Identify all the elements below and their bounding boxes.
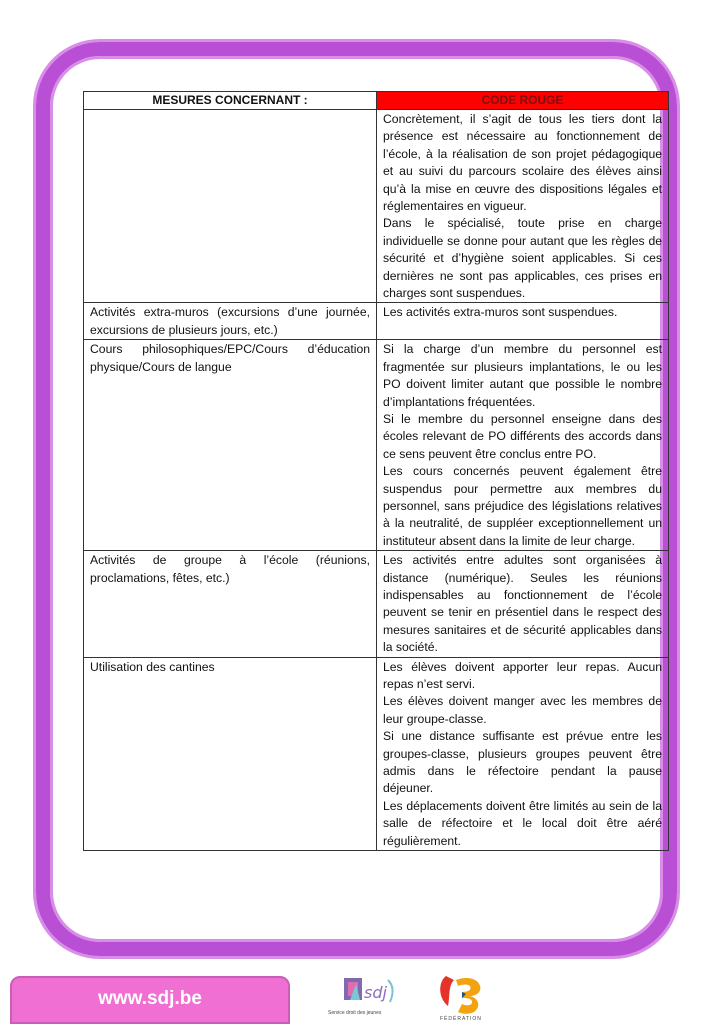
sdj-logo — [326, 972, 412, 1022]
website-link[interactable] — [10, 976, 290, 1024]
measure-paragraph: Les activités extra-muros sont suspendues. — [383, 305, 618, 320]
svg-text:sdj: sdj — [364, 983, 387, 1002]
measure-paragraph: Concrètement, il s’agit de tous les tiers dont la présence est nécessaire au fonctionnement de l’école, à la réalisation de son projet pédagogique et au suivi du parcours scolaire des élèves ainsi qu’à la mise en œuvre des dispositions légales et réglementaires en vigueur. — [383, 112, 662, 214]
row-label: Activités extra-muros (excursions d’une journée, excursions de plusieurs jours, etc.) — [84, 303, 377, 340]
federation-logo-caption: FÉDÉRATION — [440, 1016, 482, 1022]
measures-table — [83, 91, 669, 851]
measure-paragraph: Les déplacements doivent être limités au sein de la salle de réfectoire et le local doit être aéré régulièrement. — [383, 798, 662, 848]
table-row — [84, 303, 669, 340]
header-code-rouge: CODE ROUGE — [377, 92, 669, 110]
measures-table-container — [83, 91, 668, 851]
row-measure — [377, 110, 669, 303]
table-header-row — [84, 92, 669, 110]
row-label: Activités de groupe à l’école (réunions, proclamations, fêtes, etc.) — [84, 551, 377, 657]
row-label — [84, 110, 377, 303]
header-measures: MESURES CONCERNANT : — [84, 92, 377, 110]
table-row — [84, 657, 669, 850]
row-measure — [377, 657, 669, 850]
row-measure — [377, 303, 669, 340]
row-measure — [377, 340, 669, 551]
table-row — [84, 110, 669, 303]
table-row — [84, 551, 669, 657]
measure-paragraph: Les activités entre adultes sont organisées à distance (numérique). Seules les réunions indispensables au fonctionnement de l’école peuvent se tenir en présentiel dans le respect des mesures sanitaires et de sécurité applicables dans la société. — [383, 553, 662, 655]
federation-logo — [436, 972, 494, 1024]
measure-paragraph: Les cours concernés peuvent également être suspendus pour permettre aux membres du personnel, sans préjudice des législations relatives à la neutralité, de suppléer exceptionnellement un instituteur absent dans la limite de leur charge. — [383, 464, 662, 548]
measure-paragraph: Les élèves doivent manger avec les membres de leur groupe-classe. — [383, 694, 662, 726]
measure-paragraph: Si la charge d’un membre du personnel est fragmentée sur plusieurs implantations, le ou les PO doivent limiter autant que possible le nombre d’implantations fréquentées. — [383, 342, 662, 409]
row-label: Cours philosophiques/EPC/Cours d’éducation physique/Cours de langue — [84, 340, 377, 551]
row-label: Utilisation des cantines — [84, 657, 377, 850]
measure-paragraph: Dans le spécialisé, toute prise en charge individuelle se donne pour autant que les règles de sécurité et d’hygiène soient applicables. Si ces dernières ne sont pas applicables, ces prises en charges sont suspendues. — [383, 216, 662, 301]
measure-paragraph: Les élèves doivent apporter leur repas. Aucun repas n’est servi. — [383, 659, 662, 691]
federation-logo-icon — [436, 972, 494, 1016]
sdj-logo-caption: Service droit des jeunes — [328, 1010, 382, 1016]
table-row — [84, 340, 669, 551]
measure-paragraph: Si une distance suffisante est prévue entre les groupes-classe, plusieurs groupes peuvent être admis dans le réfectoire pendant la pause déjeuner. — [383, 729, 662, 796]
website-url: www.sdj.be — [98, 988, 202, 1009]
measure-paragraph: Si le membre du personnel enseigne dans des écoles relevant de PO différents des accords dans ce sens peuvent être conclus entre PO. — [383, 411, 662, 461]
row-measure — [377, 551, 669, 657]
